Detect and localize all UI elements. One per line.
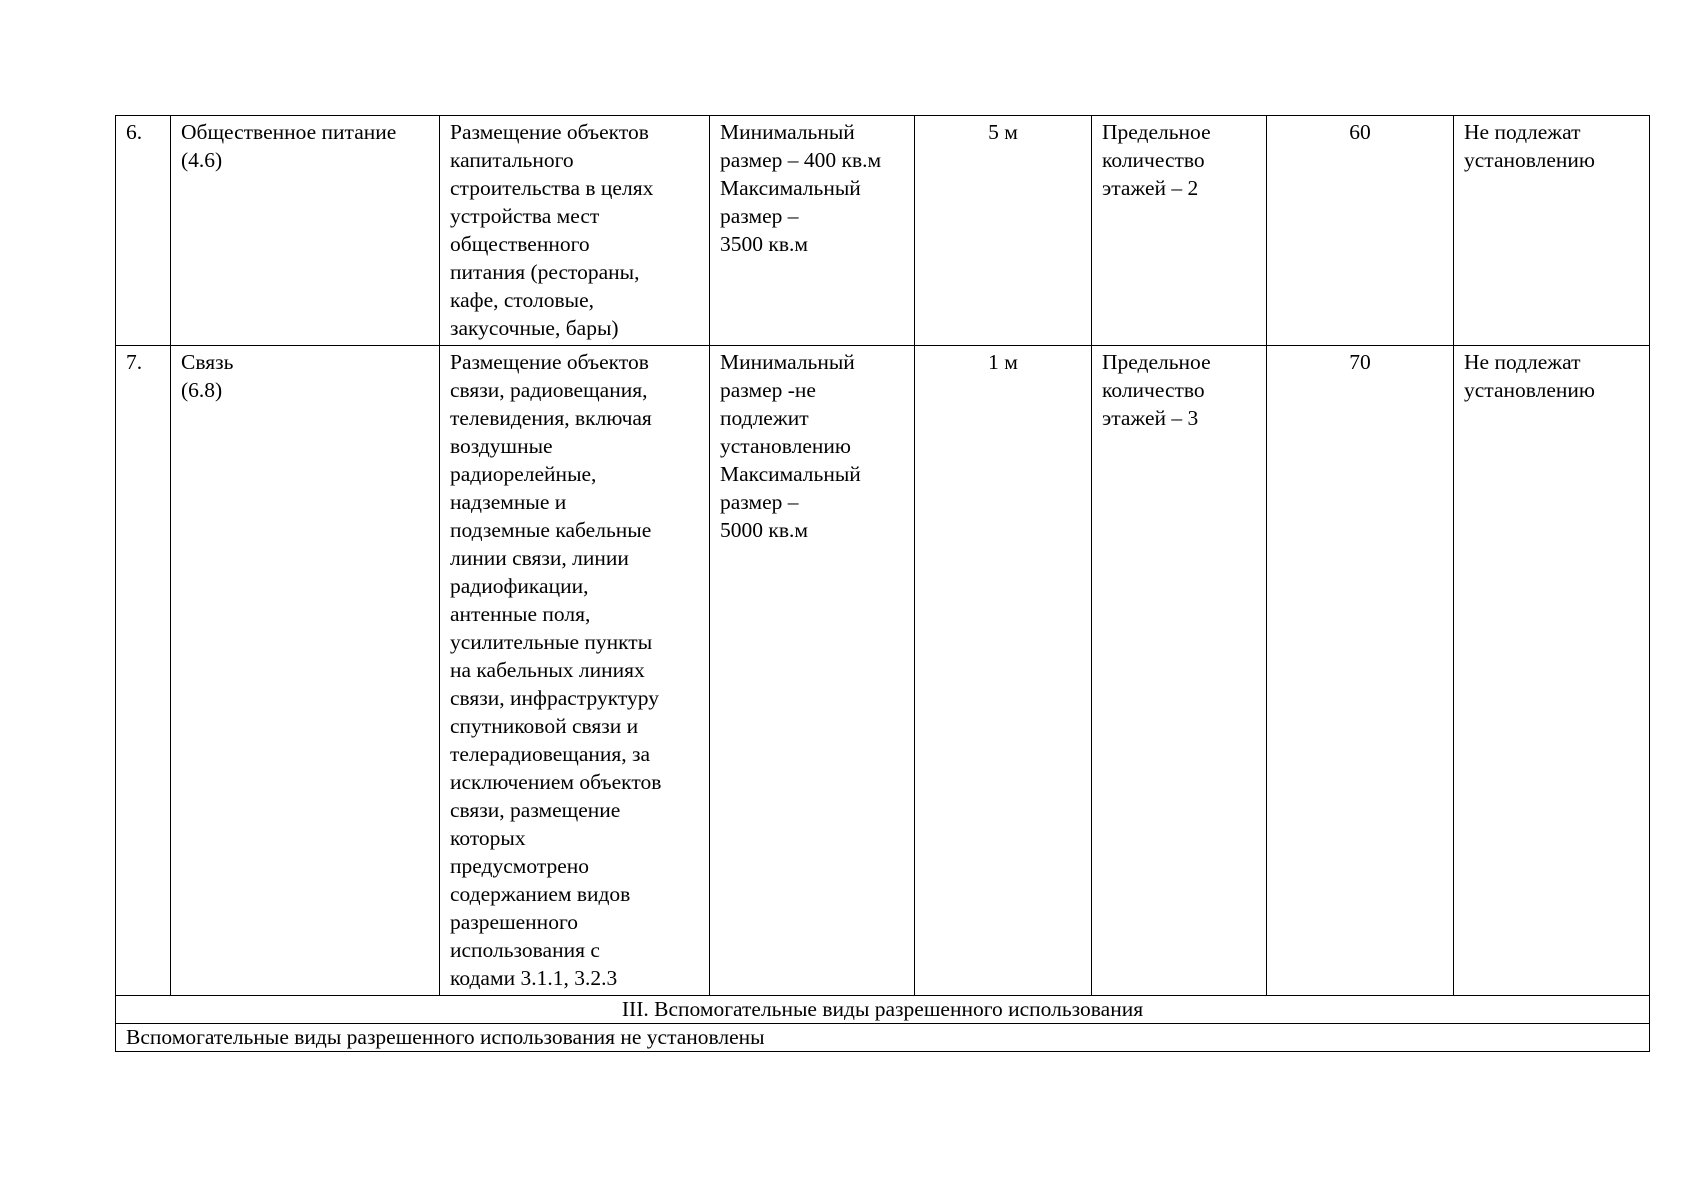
section-note: Вспомогательные виды разрешенного использования не установлены <box>116 1024 1650 1052</box>
plot-area-limits: Минимальный размер -не подлежит установлению Максимальный размер – 5000 кв.м <box>710 346 915 996</box>
max-floors: Предельное количество этажей – 3 <box>1092 346 1267 996</box>
row-number: 6. <box>116 116 171 346</box>
zoning-regulations-table <box>115 115 1650 1052</box>
min-setback: 1 м <box>915 346 1092 996</box>
max-coverage-percent: 70 <box>1267 346 1454 996</box>
table-row <box>116 346 1650 996</box>
other-parameters: Не подлежат установлению <box>1454 346 1650 996</box>
use-type-name: Связь (6.8) <box>171 346 440 996</box>
other-parameters: Не подлежат установлению <box>1454 116 1650 346</box>
use-type-description: Размещение объектов капитального строительства в целях устройства мест общественного питания (рестораны, кафе, столовые, закусочные, бары) <box>440 116 710 346</box>
section-heading: III. Вспомогательные виды разрешенного использования <box>116 996 1650 1024</box>
max-coverage-percent: 60 <box>1267 116 1454 346</box>
max-floors: Предельное количество этажей – 2 <box>1092 116 1267 346</box>
table-row <box>116 116 1650 346</box>
min-setback: 5 м <box>915 116 1092 346</box>
use-type-name: Общественное питание (4.6) <box>171 116 440 346</box>
section-note-row <box>116 1024 1650 1052</box>
use-type-description: Размещение объектов связи, радиовещания, телевидения, включая воздушные радиорелейные, надземные и подземные кабельные линии связи, линии радиофикации, антенные поля, усилительные пункты на кабельных линиях связи, инфраструктуру спутниковой связи и телерадиовещания, за исключением объектов связи, размещение которых предусмотрено содержанием видов разрешенного использования с кодами 3.1.1, 3.2.3 <box>440 346 710 996</box>
row-number: 7. <box>116 346 171 996</box>
section-heading-row <box>116 996 1650 1024</box>
plot-area-limits: Минимальный размер – 400 кв.м Максимальный размер – 3500 кв.м <box>710 116 915 346</box>
